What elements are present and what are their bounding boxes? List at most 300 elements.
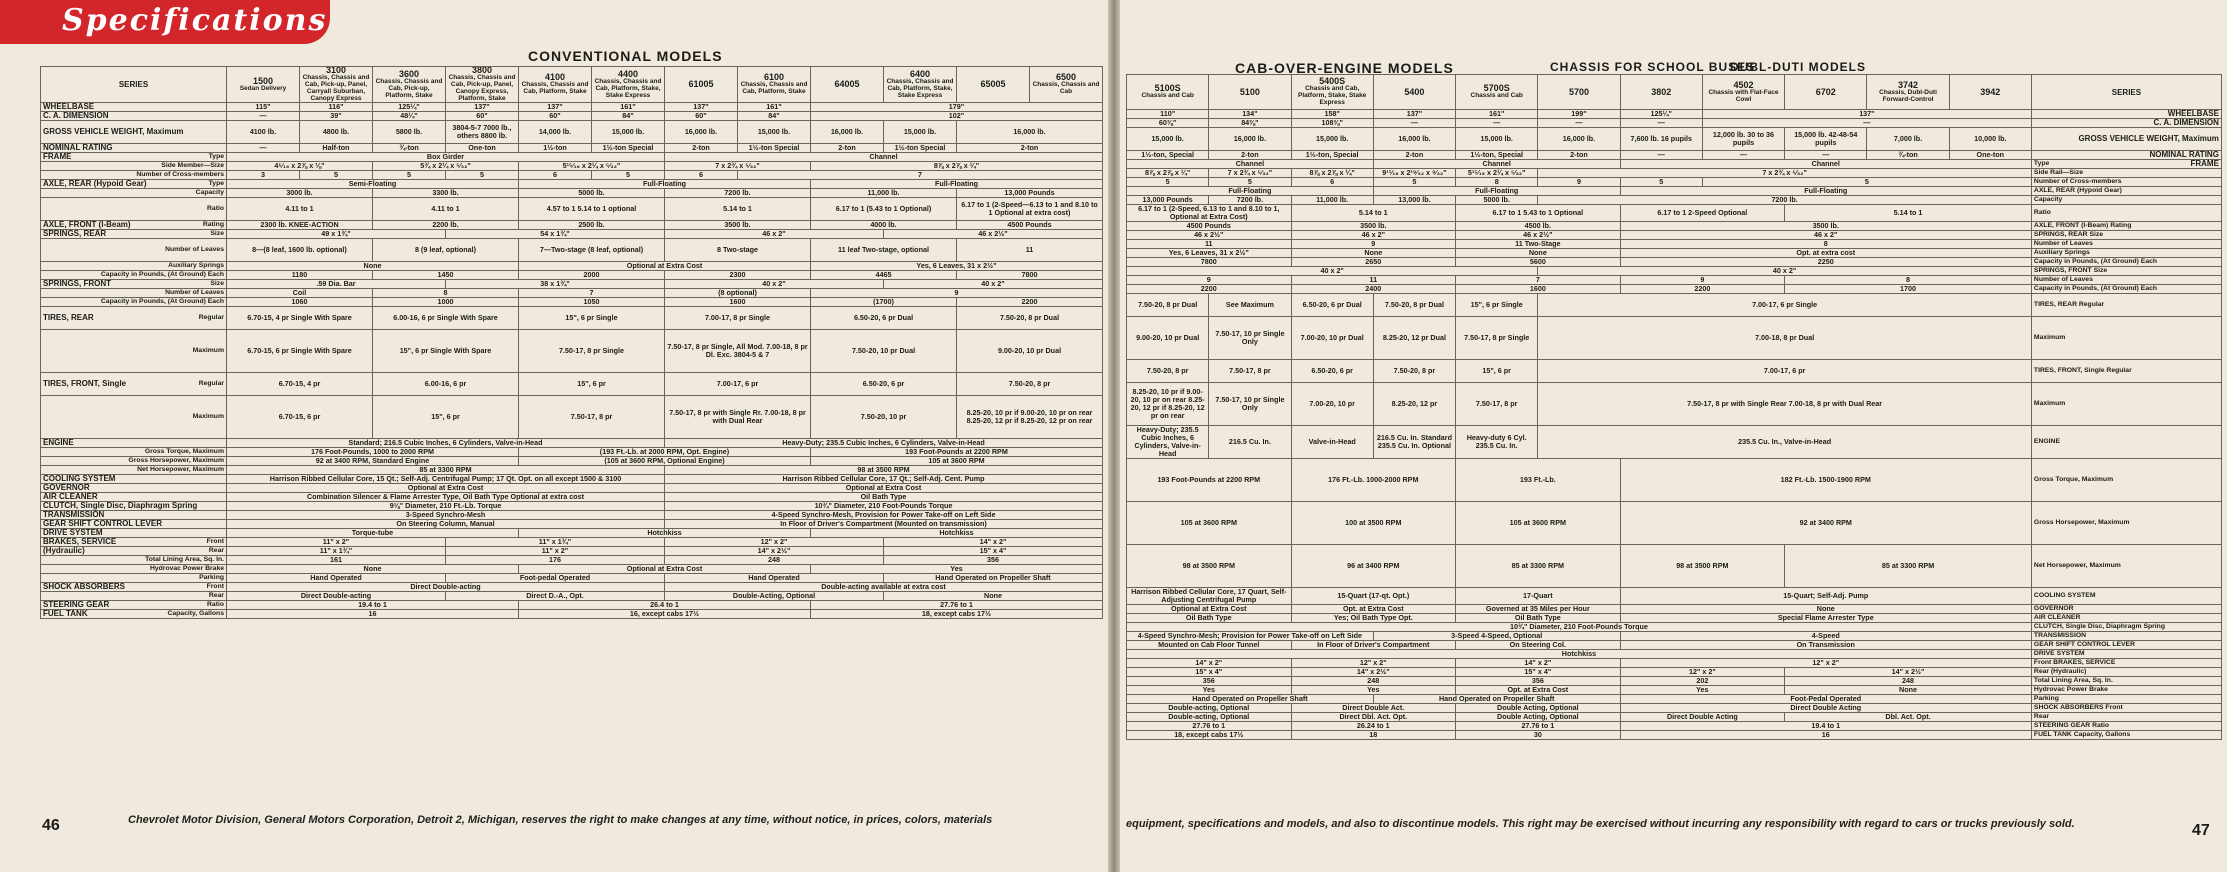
- series-header: [227, 67, 300, 103]
- spec-cell: 7 x 2¾ x ⁵⁄₃₂": [665, 162, 811, 171]
- spec-cell: 85 at 3300 RPM: [1785, 545, 2032, 588]
- spec-row: [1127, 110, 2222, 119]
- specifications-banner: [0, 0, 330, 44]
- spec-cell: 5: [1373, 178, 1455, 187]
- series-label: SERIES: [2031, 75, 2221, 110]
- spec-row: [41, 162, 1103, 171]
- row-label: [41, 230, 227, 239]
- row-label-sub: Total Lining Area, Sq. In.: [145, 556, 224, 563]
- row-label-sub: TRANSMISSION: [2033, 632, 2087, 639]
- spec-cell: 12" x 2": [1620, 668, 1785, 677]
- row-label: [41, 103, 227, 112]
- series-header: [1209, 75, 1291, 110]
- row-label: [41, 271, 227, 280]
- spec-cell: 8: [1620, 240, 2031, 249]
- spec-cell: 16: [227, 610, 519, 619]
- spec-cell: 137": [446, 103, 519, 112]
- spec-row: [1127, 686, 2222, 695]
- series-description: Chassis, Chassis and Cab, Platform, Stake: [740, 81, 808, 95]
- row-label-sub: FUEL TANK Capacity, Gallons: [2033, 731, 2131, 738]
- spec-row: [1127, 178, 2222, 187]
- spec-row: [41, 189, 1103, 198]
- spec-cell: 4100 lb.: [227, 121, 300, 144]
- row-label: [41, 289, 227, 298]
- spec-cell: 14" x 2": [1127, 659, 1292, 668]
- spec-row: [1127, 704, 2222, 713]
- spec-cell: 7: [519, 289, 665, 298]
- spec-cell: 2650: [1291, 258, 1456, 267]
- spec-cell: 9⅛" Diameter, 210 Ft.-Lb. Torque: [227, 502, 665, 511]
- spec-cell: 1000: [373, 298, 519, 307]
- series-number: 3742: [1898, 79, 1919, 90]
- spec-cell: 60": [665, 112, 738, 121]
- row-label: [2031, 704, 2221, 713]
- series-number: 4400: [617, 68, 639, 79]
- spec-cell: 27.76 to 1: [1127, 722, 1292, 731]
- series-description: Chassis, Chassis and Cab: [1032, 81, 1100, 95]
- spec-cell: 46 x 2½": [884, 230, 1103, 239]
- row-label: [2031, 545, 2221, 588]
- spec-cell: 2250: [1620, 258, 2031, 267]
- row-label-main: NOMINAL RATING: [43, 143, 113, 152]
- spec-cell: 12,000 lb. 30 to 36 pupils: [1702, 128, 1784, 151]
- row-label: [41, 280, 227, 289]
- row-label: [2031, 360, 2221, 383]
- row-label-sub: Net Horsepower, Maximum: [2033, 562, 2121, 569]
- spec-cell: 14" x 2": [1456, 659, 1621, 668]
- spec-cell: 7.50-20, 10 pr: [811, 396, 957, 439]
- spec-cell: Hotchkiss: [1127, 650, 2032, 659]
- series-header: [446, 67, 519, 103]
- spec-row: [1127, 614, 2222, 623]
- spec-cell: 5: [300, 171, 373, 180]
- row-label-sub: STEERING GEAR Ratio: [2033, 722, 2110, 729]
- row-label: [41, 298, 227, 307]
- spec-cell: 7—Two-stage (8 leaf, optional): [519, 239, 665, 262]
- series-header: [1291, 75, 1373, 110]
- spec-row: [41, 198, 1103, 221]
- row-label-sub: ENGINE: [2033, 438, 2060, 445]
- spec-cell: 60⅜": [1127, 119, 1209, 128]
- spec-row: [41, 574, 1103, 583]
- spec-cell: Full-Floating: [519, 180, 811, 189]
- spec-cell: 15", 6 pr: [1456, 360, 1538, 383]
- spec-row: [1127, 545, 2222, 588]
- spec-cell: 125¼": [373, 103, 446, 112]
- spec-cell: 96 at 3400 RPM: [1291, 545, 1456, 588]
- row-label-sub: Size: [210, 230, 224, 237]
- spec-cell: 7.50-20, 8 pr: [1127, 360, 1209, 383]
- spec-cell: 7800: [957, 271, 1103, 280]
- spec-cell: 6.50-20, 6 pr: [1291, 360, 1373, 383]
- spec-cell: 105 at 3600 RPM: [811, 457, 1103, 466]
- spec-cell: 10,000 lb.: [1949, 128, 2031, 151]
- spec-cell: Hand Operated on Propeller Shaft: [1127, 695, 1374, 704]
- spec-row: [1127, 713, 2222, 722]
- row-label: [41, 121, 227, 144]
- row-label-main: TIRES, FRONT, Single: [43, 379, 127, 388]
- row-label-main: SPRINGS, REAR: [43, 229, 107, 238]
- series-description: Chassis with Flat-Face Cowl: [1708, 88, 1779, 103]
- series-header: [1373, 75, 1455, 110]
- row-label: [2031, 231, 2221, 240]
- spec-row: [1127, 276, 2222, 285]
- spec-cell: Foot-pedal Operated: [446, 574, 665, 583]
- spec-cell: 6: [519, 171, 592, 180]
- spec-row: [41, 103, 1103, 112]
- spec-cell: 27.76 to 1: [1456, 722, 1621, 731]
- row-label: [41, 189, 227, 198]
- spec-cell: 15,000 lb.: [884, 121, 957, 144]
- row-label: [41, 162, 227, 171]
- spec-row: [1127, 231, 2222, 240]
- spec-cell: 7: [1456, 276, 1621, 285]
- spec-cell: 85 at 3300 RPM: [227, 466, 665, 475]
- series-number: 1500: [252, 75, 274, 86]
- series-header: [300, 67, 373, 103]
- spec-cell: 15,000 lb.: [1127, 128, 1209, 151]
- spec-cell: 6.50-20, 6 pr Dual: [1291, 294, 1373, 317]
- row-label: [2031, 178, 2221, 187]
- row-label-main: C. A. DIMENSION: [2153, 118, 2219, 127]
- series-number: 65005: [980, 79, 1006, 89]
- row-label: [41, 601, 227, 610]
- spec-cell: 10¾" Diameter, 210 Foot-Pounds Torque: [665, 502, 1103, 511]
- spec-cell: 7.00-17, 6 pr Single: [1538, 294, 2032, 317]
- spec-cell: 248: [1291, 677, 1456, 686]
- spec-cell: 15" x 4": [1456, 668, 1621, 677]
- spec-cell: 1½-ton Special: [592, 144, 665, 153]
- spec-cell: On Steering Col.: [1456, 641, 1621, 650]
- spec-cell: Coil: [227, 289, 373, 298]
- spec-cell: Harrison Ribbed Cellular Core, 17 Quart, Self-Adjusting Centrifugal Pump: [1127, 588, 1292, 605]
- row-label-main: TIRES, REAR: [43, 313, 94, 322]
- spec-cell: Oil Bath Type: [1456, 614, 1621, 623]
- spec-cell: —: [1702, 119, 2031, 128]
- spec-cell: 5000 lb.: [1456, 196, 1538, 205]
- spec-cell: 15,000 lb.: [1291, 128, 1373, 151]
- spec-cell: 3: [227, 171, 300, 180]
- spec-cell: 16,000 lb.: [1538, 128, 1620, 151]
- row-label: [2031, 222, 2221, 231]
- spec-cell: 98 at 3500 RPM: [1620, 545, 1785, 588]
- row-label: [2031, 119, 2221, 128]
- spec-cell: 6.70-15, 6 pr: [227, 396, 373, 439]
- row-label: [41, 171, 227, 180]
- book-gutter: [1108, 0, 1120, 872]
- row-label: [41, 112, 227, 121]
- spec-cell: 7.00-20, 10 pr Dual: [1291, 317, 1373, 360]
- row-label-main: DRIVE SYSTEM: [43, 528, 103, 537]
- spec-cell: 16,000 lb.: [1209, 128, 1291, 151]
- row-label: [41, 373, 227, 396]
- spec-cell: 11,000 lb.: [811, 189, 957, 198]
- row-label-sub: Rating: [202, 221, 224, 228]
- row-label-sub: AXLE, FRONT (I-Beam) Rating: [2033, 222, 2132, 229]
- spec-cell: Foot-Pedal Operated: [1620, 695, 2031, 704]
- spec-cell: 46 x 2½": [1456, 231, 1621, 240]
- spec-cell: 16: [1620, 731, 2031, 740]
- series-number: 5700: [1568, 86, 1589, 97]
- spec-cell: Direct Double-acting: [227, 592, 446, 601]
- spec-cell: 2-ton: [811, 144, 884, 153]
- spec-cell: 4465: [811, 271, 957, 280]
- spec-cell: 19.4 to 1: [227, 601, 519, 610]
- spec-cell: 46 x 2": [1291, 231, 1456, 240]
- spec-row: [41, 484, 1103, 493]
- spec-cell: 9: [1620, 276, 1785, 285]
- row-label: [41, 457, 227, 466]
- spec-cell: —: [227, 112, 300, 121]
- spec-cell: Hand Operated on Propeller Shaft: [1373, 695, 1620, 704]
- spec-cell: 14" x 2": [884, 538, 1103, 547]
- row-label-sub: Number of Cross-members: [2033, 178, 2122, 185]
- row-label: [41, 529, 227, 538]
- spec-cell: 176: [446, 556, 665, 565]
- series-header: [592, 67, 665, 103]
- spec-row: [41, 144, 1103, 153]
- spec-cell: 248: [665, 556, 884, 565]
- spec-cell: 13,000 Pounds: [1127, 196, 1209, 205]
- left-page: [0, 0, 1108, 872]
- spec-cell: 7.50-20, 10 pr Dual: [811, 330, 957, 373]
- right-page: [1120, 0, 2227, 872]
- spec-cell: Direct Double Acting: [1620, 704, 2031, 713]
- spec-cell: 46 x 2½": [1127, 231, 1292, 240]
- row-label: [2031, 623, 2221, 632]
- spec-cell: 193 Foot-Pounds at 2200 RPM: [811, 448, 1103, 457]
- spec-row: [1127, 502, 2222, 545]
- spec-row: [41, 610, 1103, 619]
- spec-row: [1127, 383, 2222, 426]
- spec-cell: 10¾" Diameter, 210 Foot-Pounds Torque: [1127, 623, 2032, 632]
- row-label: [41, 574, 227, 583]
- spec-cell: 2-ton: [1538, 151, 1620, 160]
- spec-cell: 8⅞ x 2⅞ x ¼": [811, 162, 1103, 171]
- spec-cell: 18, except cabs 17½: [1127, 731, 1292, 740]
- spec-cell: 3300 lb.: [373, 189, 519, 198]
- series-description: Chassis, Chassis and Cab, Pick-up, Panel, Canopy Express, Platform, Stake: [448, 74, 516, 102]
- spec-cell: 7,600 lb. 16 pupils: [1620, 128, 1702, 151]
- spec-cell: One-ton: [1949, 151, 2031, 160]
- spec-row: [41, 475, 1103, 484]
- spec-cell: In Floor of Driver's Compartment (Mounted on transmission): [665, 520, 1103, 529]
- spec-cell: None: [884, 592, 1103, 601]
- spec-cell: 19.4 to 1: [1620, 722, 2031, 731]
- spec-cell: 7.00-17, 6 pr: [1538, 360, 2032, 383]
- row-label-sub: Rear: [208, 547, 224, 554]
- spec-cell: 5000 lb.: [519, 189, 665, 198]
- row-label-sub: Net Horsepower, Maximum: [137, 466, 224, 473]
- row-label: [41, 475, 227, 484]
- spec-cell: 4800 lb.: [300, 121, 373, 144]
- spec-cell: 11 Two-Stage: [1456, 240, 1621, 249]
- spec-cell: 137": [519, 103, 592, 112]
- series-header: [811, 67, 884, 103]
- spec-cell: 11" x 2": [227, 538, 446, 547]
- spec-cell: 7 x 2¾ x ⁵⁄₃₂": [1538, 169, 2032, 178]
- spec-cell: 39": [300, 112, 373, 121]
- series-header: [373, 67, 446, 103]
- spec-cell: 8 (9 leaf, optional): [373, 239, 519, 262]
- spec-cell: Combination Silencer & Flame Arrester Type, Oil Bath Type Optional at extra cost: [227, 493, 665, 502]
- row-label-sub: Rear: [208, 592, 224, 599]
- row-label: [2031, 659, 2221, 668]
- spec-cell: 216.5 Cu. In.: [1209, 426, 1291, 459]
- spec-cell: 5: [592, 171, 665, 180]
- spec-row: [41, 171, 1103, 180]
- series-number: 3100: [325, 66, 347, 75]
- row-label-sub: SPRINGS, REAR Size: [2033, 231, 2104, 238]
- spec-cell: 7.50-17, 8 pr: [1209, 360, 1291, 383]
- spec-cell: 8: [373, 289, 519, 298]
- spec-cell: —: [1538, 119, 1620, 128]
- spec-cell: 134": [1209, 110, 1291, 119]
- spec-cell: Hand Operated on Propeller Shaft: [884, 574, 1103, 583]
- spec-cell: 40 x 2": [665, 280, 884, 289]
- spec-cell: Full-Floating: [1373, 187, 1620, 196]
- spec-cell: 8.25-20, 12 pr Dual: [1373, 317, 1455, 360]
- spec-cell: ¾-ton: [373, 144, 446, 153]
- spec-cell: Optional at Extra Cost: [519, 565, 811, 574]
- spec-cell: 11" x 2": [446, 547, 665, 556]
- row-label-main: GROSS VEHICLE WEIGHT, Maximum: [43, 127, 184, 136]
- spec-cell: 8 Two-stage: [665, 239, 811, 262]
- spec-row: [1127, 677, 2222, 686]
- left-footnote: Chevrolet Motor Division, General Motors Corporation, Detroit 2, Michigan, reserves the right to make changes at any time, without notice, in prices, colors, materials: [128, 814, 993, 826]
- spec-cell: ¾-ton: [1867, 151, 1949, 160]
- spec-cell: 7.00-17, 6 pr: [665, 373, 811, 396]
- spec-cell: 176 Ft.-Lb. 1000-2000 RPM: [1291, 459, 1456, 502]
- series-header: [957, 67, 1030, 103]
- spec-cell: 7.50-17, 8 pr Single, All Mod. 7.00-18, 8 pr Dl. Exc. 3804-5 & 7: [665, 330, 811, 373]
- spec-cell: Channel: [1620, 160, 2031, 169]
- spec-cell: 9: [811, 289, 1103, 298]
- spec-cell: 6.50-20, 6 pr: [811, 373, 957, 396]
- spec-cell: 2200: [1127, 285, 1292, 294]
- spec-cell: 9: [1538, 178, 1620, 187]
- spec-cell: 248: [1785, 677, 2032, 686]
- spec-cell: 16,000 lb.: [665, 121, 738, 144]
- row-label: [2031, 317, 2221, 360]
- spec-cell: 15", 6 pr Single With Spare: [373, 330, 519, 373]
- row-label: [2031, 258, 2221, 267]
- spec-cell: 38 x 1¾": [446, 280, 665, 289]
- row-label-sub: Parking: [199, 574, 224, 581]
- row-label-sub: Number of Leaves: [2033, 276, 2093, 283]
- spec-cell: 4.11 to 1: [227, 198, 373, 221]
- spec-cell: 1700: [1785, 285, 2032, 294]
- row-label-sub: Gross Horsepower, Maximum: [2033, 519, 2130, 526]
- spec-cell: 6.17 to 1 (2-Speed, 6.13 to 1 and 8.10 to 1, Optional at Extra Cost): [1127, 205, 1292, 222]
- spec-row: [1127, 205, 2222, 222]
- spec-cell: 18, except cabs 17½: [811, 610, 1103, 619]
- spec-row: [41, 448, 1103, 457]
- row-label: [41, 180, 227, 189]
- spec-cell: (105 at 3600 RPM, Optional Engine): [519, 457, 811, 466]
- spec-cell: Double-acting available at extra cost: [665, 583, 1103, 592]
- series-number: 64005: [834, 79, 860, 89]
- spec-cell: 46 x 2": [1620, 231, 2031, 240]
- spec-cell: —: [1620, 151, 1702, 160]
- row-label: [41, 307, 227, 330]
- spec-cell: 7200 lb.: [1209, 196, 1291, 205]
- spec-row: [41, 239, 1103, 262]
- group-title-school-bus: CHASSIS FOR SCHOOL BUSES: [1550, 60, 1756, 74]
- spec-cell: 7.00-17, 8 pr Single: [665, 307, 811, 330]
- spec-cell: 13,000 lb.: [1373, 196, 1455, 205]
- row-label: [2031, 160, 2221, 169]
- spec-cell: 3500 lb.: [1620, 222, 2031, 231]
- row-label: [2031, 276, 2221, 285]
- row-label: [2031, 677, 2221, 686]
- spec-cell: (8 optional): [665, 289, 811, 298]
- spec-cell: 7.50-17, 8 pr: [1456, 383, 1538, 426]
- spec-row: [41, 511, 1103, 520]
- spec-cell: 5: [1620, 178, 1702, 187]
- spec-cell: 6.17 to 1 5.43 to 1 Optional: [1456, 205, 1621, 222]
- spec-cell: 5¹⁵⁄₁₆ x 2¼ x ⁵⁄₃₂": [519, 162, 665, 171]
- spec-cell: 2-ton: [1373, 151, 1455, 160]
- series-number: 5700S: [1483, 83, 1510, 93]
- row-label-sub: Front: [206, 538, 224, 545]
- series-description: Chassis, Chassis and Cab, Platform, Stake, Stake Express: [594, 77, 662, 99]
- spec-cell: 1050: [519, 298, 665, 307]
- spec-cell: 12" x 2": [1291, 659, 1456, 668]
- row-label-sub: Number of Leaves: [165, 246, 224, 253]
- spec-cell: 4.57 to 1 5.14 to 1 optional: [519, 198, 665, 221]
- spec-cell: 84": [592, 112, 665, 121]
- spec-cell: 1600: [665, 298, 811, 307]
- row-label-sub: Number of Cross-members: [136, 171, 224, 178]
- row-label: [2031, 110, 2221, 119]
- series-number: 3802: [1651, 86, 1672, 97]
- spec-cell: 15-Quart (17-qt. Opt.): [1291, 588, 1456, 605]
- spec-cell: Oil Bath Type: [665, 493, 1103, 502]
- row-label: [2031, 285, 2221, 294]
- spec-cell: 5800 lb.: [373, 121, 446, 144]
- series-description: Chassis, Dubl-Duti Forward-Control: [1879, 88, 1937, 103]
- spec-row: [1127, 650, 2222, 659]
- spec-row: [1127, 426, 2222, 459]
- spec-row: [1127, 588, 2222, 605]
- spec-cell: 26.4 to 1: [519, 601, 811, 610]
- spec-cell: 6.70-15, 6 pr Single With Spare: [227, 330, 373, 373]
- row-label: [41, 547, 227, 556]
- spec-cell: Channel: [665, 153, 1103, 162]
- spec-cell: 9: [1291, 240, 1456, 249]
- spec-cell: Yes; Oil Bath Type Opt.: [1291, 614, 1456, 623]
- row-label: [41, 396, 227, 439]
- spec-cell: 8: [1785, 276, 2032, 285]
- spec-cell: 7.50-17, 8 pr: [519, 396, 665, 439]
- spec-cell: 4500 Pounds: [1127, 222, 1292, 231]
- row-label: [41, 565, 227, 574]
- row-label-sub: COOLING SYSTEM: [2033, 592, 2096, 599]
- row-label: [41, 221, 227, 230]
- spec-cell: 92 at 3400 RPM, Standard Engine: [227, 457, 519, 466]
- spec-row: [1127, 119, 2222, 128]
- spec-cell: Direct Dbl. Act. Opt.: [1291, 713, 1456, 722]
- spec-cell: 40 x 2": [1127, 267, 1538, 276]
- spec-cell: Channel: [1127, 160, 1374, 169]
- spec-cell: 2500 lb.: [519, 221, 665, 230]
- spec-cell: 199": [1538, 110, 1620, 119]
- row-label: [41, 556, 227, 565]
- spec-row: [41, 221, 1103, 230]
- spec-cell: Optional at Extra Cost: [227, 484, 665, 493]
- spec-cell: Heavy-Duty; 235.5 Cubic Inches, 6 Cylinders, Valve-in-Head: [665, 439, 1103, 448]
